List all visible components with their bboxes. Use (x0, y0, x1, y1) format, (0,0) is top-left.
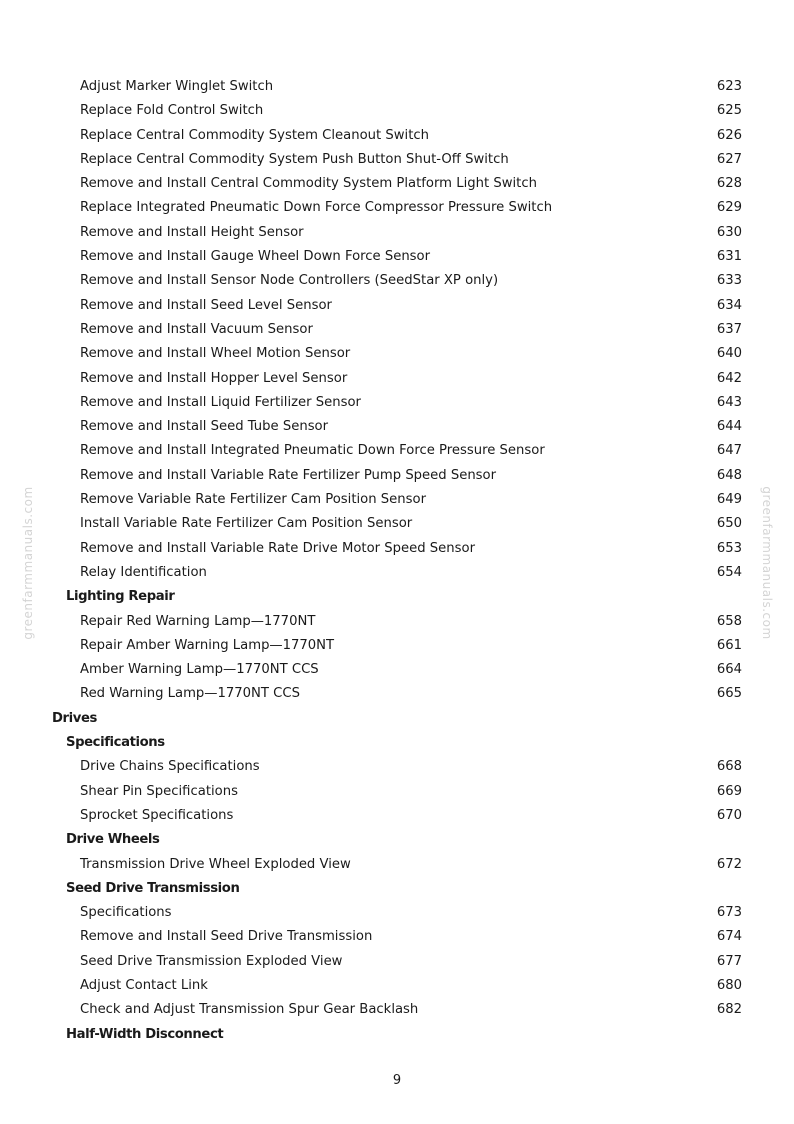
toc-entry-title: Remove and Install Seed Level Sensor (80, 297, 332, 313)
toc-entry-page: 629 (716, 200, 742, 216)
toc-entry-title: Half-Width Disconnect (66, 1026, 224, 1042)
toc-entry-title: Replace Central Commodity System Push Button Shut-Off Switch (80, 151, 509, 167)
toc-entry-page: 642 (716, 370, 742, 386)
toc-entry (0, 925, 794, 949)
toc-entry (0, 318, 794, 342)
toc-entry (0, 998, 794, 1022)
toc-entry-title: Drive Chains Specifications (80, 759, 260, 775)
toc-entry-title: Adjust Contact Link (80, 977, 208, 993)
toc-entry-page: 644 (716, 419, 742, 435)
toc-entry-title: Remove and Install Variable Rate Drive Motor Speed Sensor (80, 540, 475, 556)
toc-entry (0, 804, 794, 828)
toc-entry-title: Replace Central Commodity System Cleanout Switch (80, 127, 429, 143)
toc-entry-title: Red Warning Lamp—1770NT CCS (80, 686, 300, 702)
toc-entry-page: 654 (716, 564, 742, 580)
watermark-right: greenfarmmanuals.com (760, 486, 774, 640)
toc-entry-title: Seed Drive Transmission Exploded View (80, 953, 343, 969)
toc-entry (0, 196, 794, 220)
toc-entry-page: 661 (716, 637, 742, 653)
toc-entry (0, 634, 794, 658)
toc-entry-title: Check and Adjust Transmission Spur Gear Backlash (80, 1002, 419, 1018)
toc-entry-title: Remove and Install Sensor Node Controllers (SeedStar XP only) (80, 273, 499, 289)
toc-entry-page: 631 (716, 249, 742, 265)
toc-section-heading (0, 828, 794, 852)
toc-entry (0, 439, 794, 463)
toc-entry-title: Remove and Install Central Commodity System Platform Light Switch (80, 176, 537, 192)
toc-entry (0, 682, 794, 706)
toc-entry-page: 665 (716, 686, 742, 702)
toc-entry (0, 853, 794, 877)
toc-entry-title: Drive Wheels (66, 832, 160, 848)
toc-entry (0, 488, 794, 512)
toc-section-heading (0, 877, 794, 901)
toc-entry (0, 124, 794, 148)
toc-entry-title: Remove and Install Integrated Pneumatic Down Force Pressure Sensor (80, 443, 545, 459)
toc-entry (0, 780, 794, 804)
toc-entry (0, 610, 794, 634)
toc-entry (0, 537, 794, 561)
toc-entry-title: Remove and Install Seed Tube Sensor (80, 419, 329, 435)
toc-entry-page: 634 (716, 297, 742, 313)
toc-entry-title: Transmission Drive Wheel Exploded View (80, 856, 351, 872)
toc-section-heading (0, 731, 794, 755)
toc-entry-title: Drives (52, 710, 97, 726)
toc-entry-page: 668 (716, 759, 742, 775)
toc-entry-page: 677 (716, 953, 742, 969)
toc-entry (0, 294, 794, 318)
toc-entry-title: Install Variable Rate Fertilizer Cam Position Sensor (80, 516, 413, 532)
toc-entry-page: 637 (716, 321, 742, 337)
toc-entry-page: 669 (716, 783, 742, 799)
toc-entry-title: Adjust Marker Winglet Switch (80, 79, 274, 94)
toc-entry-page: 673 (716, 905, 742, 921)
toc-entry-title: Remove and Install Liquid Fertilizer Sensor (80, 394, 361, 410)
toc-entry-page: 648 (716, 467, 742, 483)
toc-entry-title: Seed Drive Transmission (66, 880, 240, 896)
watermark-left: greenfarmmanuals.com (21, 486, 35, 640)
toc-entry (0, 391, 794, 415)
toc-section-heading (0, 1023, 794, 1047)
toc-entry-page: 628 (716, 176, 742, 192)
toc-entry-title: Remove and Install Hopper Level Sensor (80, 370, 348, 386)
toc-entry-page: 623 (716, 79, 742, 94)
toc-entry-page: 625 (716, 103, 742, 119)
table-of-contents (0, 75, 794, 1047)
toc-section-heading (0, 585, 794, 609)
toc-entry-page: 674 (716, 929, 742, 945)
toc-entry (0, 901, 794, 925)
toc-entry-page: 647 (716, 443, 742, 459)
toc-entry-page: 626 (716, 127, 742, 143)
toc-entry (0, 148, 794, 172)
toc-entry-page: 630 (716, 224, 742, 240)
toc-entry-title: Remove and Install Wheel Motion Sensor (80, 346, 351, 362)
toc-entry-title: Repair Amber Warning Lamp—1770NT (80, 637, 335, 653)
toc-entry (0, 221, 794, 245)
toc-entry-page: 627 (716, 151, 742, 167)
toc-entry-title: Relay Identification (80, 564, 207, 580)
toc-entry-page: 672 (716, 856, 742, 872)
toc-entry-title: Remove and Install Height Sensor (80, 224, 304, 240)
toc-entry-page: 680 (716, 977, 742, 993)
toc-entry (0, 415, 794, 439)
toc-entry (0, 172, 794, 196)
toc-entry (0, 269, 794, 293)
toc-entry-title: Remove Variable Rate Fertilizer Cam Position Sensor (80, 492, 427, 508)
toc-entry (0, 367, 794, 391)
page-number: 9 (392, 1073, 402, 1088)
toc-entry-title: Lighting Repair (66, 589, 175, 605)
toc-entry-page: 640 (716, 346, 742, 362)
toc-entry-page: 653 (716, 540, 742, 556)
toc-entry-title: Sprocket Specifications (80, 807, 234, 823)
toc-entry-title: Remove and Install Variable Rate Fertilizer Pump Speed Sensor (80, 467, 497, 483)
toc-entry-title: Remove and Install Seed Drive Transmission (80, 929, 373, 945)
toc-entry-page: 649 (716, 492, 742, 508)
toc-entry (0, 658, 794, 682)
toc-entry-title: Repair Red Warning Lamp—1770NT (80, 613, 316, 629)
toc-entry (0, 464, 794, 488)
toc-entry-title: Specifications (80, 905, 172, 921)
toc-entry-title: Replace Integrated Pneumatic Down Force Compressor Pressure Switch (80, 200, 553, 216)
toc-entry-page: 643 (716, 394, 742, 410)
toc-entry-title: Replace Fold Control Switch (80, 103, 264, 119)
toc-entry-page: 650 (716, 516, 742, 532)
toc-section-heading (0, 707, 794, 731)
toc-entry (0, 99, 794, 123)
toc-entry (0, 75, 794, 99)
toc-entry-page: 670 (716, 807, 742, 823)
toc-entry (0, 974, 794, 998)
toc-entry-title: Shear Pin Specifications (80, 783, 238, 799)
toc-entry (0, 342, 794, 366)
toc-entry-page: 682 (716, 1002, 742, 1018)
toc-entry-title: Remove and Install Gauge Wheel Down Force Sensor (80, 249, 431, 265)
toc-entry-page: 664 (716, 662, 742, 678)
toc-entry (0, 512, 794, 536)
toc-entry-title: Specifications (66, 735, 165, 751)
toc-entry-title: Remove and Install Vacuum Sensor (80, 321, 313, 337)
toc-entry-page: 633 (716, 273, 742, 289)
toc-entry-page: 658 (716, 613, 742, 629)
toc-entry (0, 755, 794, 779)
toc-entry (0, 245, 794, 269)
toc-entry (0, 561, 794, 585)
toc-entry-title: Amber Warning Lamp—1770NT CCS (80, 662, 319, 678)
toc-entry (0, 950, 794, 974)
